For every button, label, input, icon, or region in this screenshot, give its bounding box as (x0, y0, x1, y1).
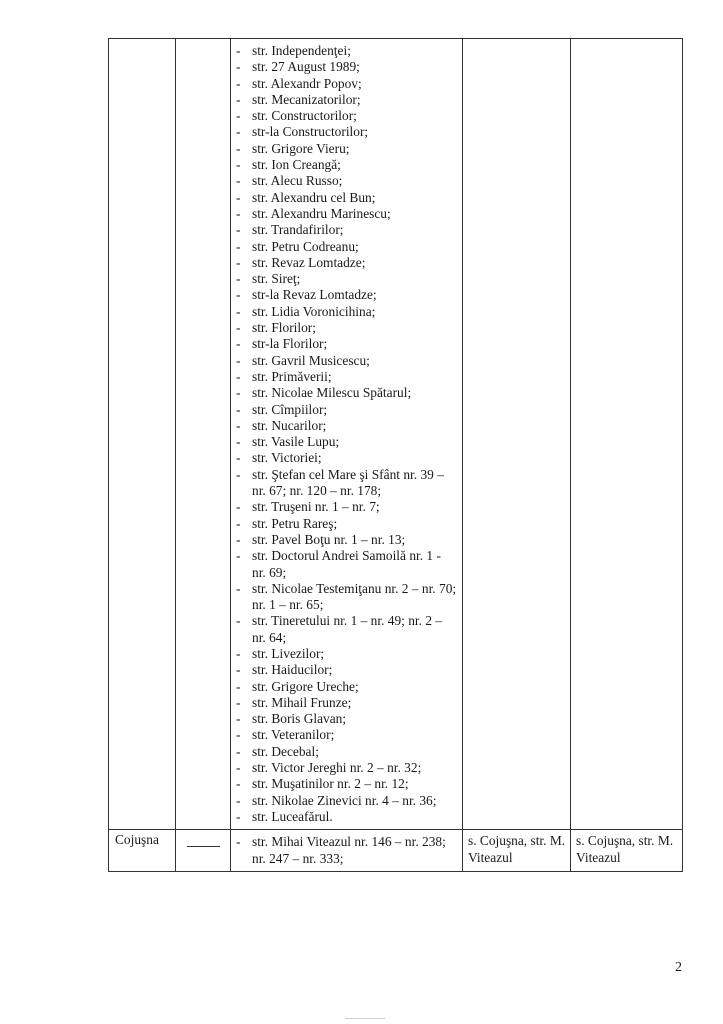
street-item: - str-la Florilor; (231, 336, 462, 352)
scan-mark (345, 1018, 385, 1019)
street-item: - str. Nicolae Testemiţanu nr. 2 – nr. 70; nr. 1 – nr. 65; (231, 581, 462, 614)
table-row-cojusna (109, 830, 683, 872)
scan-smudge (140, 8, 210, 22)
table-row-streets (109, 39, 683, 830)
cojusna-streets-cell (231, 830, 463, 872)
street-item: - str. Decebal; (231, 744, 462, 760)
street-item: - str. Petru Rareş; (231, 516, 462, 532)
street-item: - str. Mecanizatorilor; (231, 92, 462, 108)
locality-name: Cojuşna (109, 830, 176, 872)
street-item: - str. Sireţ; (231, 271, 462, 287)
street-item: - str-la Revaz Lomtadze; (231, 287, 462, 303)
page-number: 2 (675, 960, 682, 975)
street-item: - str. Mihai Viteazul nr. 146 – nr. 238; nr. 247 – nr. 333; (231, 834, 462, 867)
street-item: - str. Boris Glavan; (231, 711, 462, 727)
locality-cell-empty (109, 39, 176, 830)
street-item: - str. Victor Jereghi nr. 2 – nr. 32; (231, 760, 462, 776)
street-item: - str. Florilor; (231, 320, 462, 336)
street-item: - str. Luceafărul. (231, 809, 462, 825)
street-item: - str. Vasile Lupu; (231, 434, 462, 450)
place-a: s. Cojuşna, str. M. Viteazul (463, 830, 571, 872)
street-item: - str. Muşatinilor nr. 2 – nr. 12; (231, 776, 462, 792)
street-item: - str. Trandafirilor; (231, 222, 462, 238)
street-item: - str. Haiducilor; (231, 662, 462, 678)
street-item: - str. Pavel Boţu nr. 1 – nr. 13; (231, 532, 462, 548)
street-item: - str. Mihail Frunze; (231, 695, 462, 711)
street-item: - str. Lidia Voronicihina; (231, 304, 462, 320)
street-item: - str. Alecu Russo; (231, 173, 462, 189)
street-item: - str. 27 August 1989; (231, 59, 462, 75)
street-item: - str. Nicolae Milescu Spătarul; (231, 385, 462, 401)
street-item: - str. Gavril Musicescu; (231, 353, 462, 369)
street-item: - str. Petru Codreanu; (231, 239, 462, 255)
street-item: - str. Alexandru cel Bun; (231, 190, 462, 206)
street-item: - str. Veteranilor; (231, 727, 462, 743)
street-item: - str. Alexandru Marinescu; (231, 206, 462, 222)
street-item: - str. Grigore Vieru; (231, 141, 462, 157)
blank-number-line (187, 846, 220, 847)
street-item: - str. Independenţei; (231, 43, 462, 59)
street-item: - str. Nucarilor; (231, 418, 462, 434)
place-cell-empty (463, 39, 571, 830)
polling-stations-table (108, 38, 683, 872)
place-cell-empty-2 (571, 39, 683, 830)
cojusna-street-list (231, 834, 462, 867)
street-item: - str. Revaz Lomtadze; (231, 255, 462, 271)
street-item: - str. Alexandr Popov; (231, 76, 462, 92)
street-item: - str. Grigore Ureche; (231, 679, 462, 695)
number-cell (176, 830, 231, 872)
street-item: - str. Primăverii; (231, 369, 462, 385)
street-item: - str. Livezilor; (231, 646, 462, 662)
street-item: - str. Ştefan cel Mare şi Sfânt nr. 39 – nr. 67; nr. 120 – nr. 178; (231, 467, 462, 500)
street-item: - str. Cîmpiilor; (231, 402, 462, 418)
place-b: s. Cojuşna, str. M. Viteazul (571, 830, 683, 872)
number-cell-empty (176, 39, 231, 830)
street-item: - str. Doctorul Andrei Samoilă nr. 1 - nr. 69; (231, 548, 462, 581)
street-item: - str. Victoriei; (231, 450, 462, 466)
street-item: - str. Ion Creangă; (231, 157, 462, 173)
street-list (231, 43, 462, 825)
street-item: - str. Tineretului nr. 1 – nr. 49; nr. 2 – nr. 64; (231, 613, 462, 646)
street-item: - str-la Constructorilor; (231, 124, 462, 140)
street-item: - str. Constructorilor; (231, 108, 462, 124)
streets-cell (231, 39, 463, 830)
street-item: - str. Nikolae Zinevici nr. 4 – nr. 36; (231, 793, 462, 809)
street-item: - str. Truşeni nr. 1 – nr. 7; (231, 499, 462, 515)
